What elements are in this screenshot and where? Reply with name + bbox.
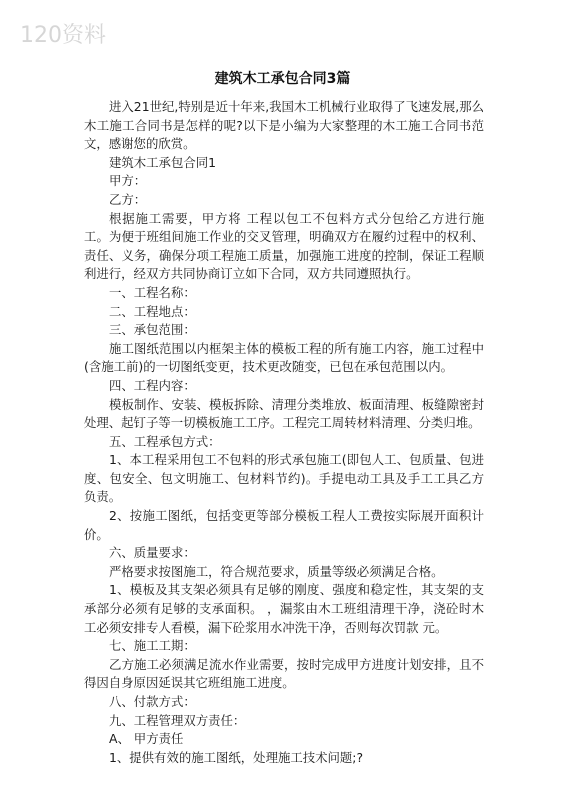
method-item-2: 2、按施工图纸，包括变更等部分模板工程人工费按实际展开面积计价。 bbox=[84, 508, 484, 542]
scope-paragraph: 施工图纸范围以内框架主体的模板工程的所有施工内容，施工过程中(含施工前)的一切图纸变更，技术更改随变，已包在承包范围以内。 bbox=[84, 340, 484, 375]
document-body bbox=[84, 98, 484, 767]
section-project-location: 二、工程地点： bbox=[109, 303, 196, 319]
section-content: 四、工程内容： bbox=[109, 377, 196, 393]
section-project-name: 一、工程名称： bbox=[109, 284, 196, 300]
section-method: 五、工程承包方式： bbox=[109, 433, 221, 449]
intro-paragraph: 进入21世纪,特别是近十年来,我国木工机械行业取得了飞速发展,那么木工施工合同书是怎样的呢?以下是小编为大家整理的木工施工合同书范文，感谢您的欣赏。 bbox=[84, 99, 484, 152]
schedule-paragraph: 乙方施工必须满足流水作业需要，按时完成甲方进度计划安排，且不得因自身原因延误其它班组施工进度。 bbox=[84, 656, 484, 691]
method-item-1: 1、本工程采用包工不包料的形式承包施工(即包人工、包质量、包进度、包安全、包文明施工、包材料节约)。手提电动工具及手工工具乙方负责。 bbox=[84, 452, 484, 505]
section-quality: 六、质量要求： bbox=[109, 545, 196, 561]
watermark-logo: 120资料 bbox=[20, 23, 106, 48]
party-a-label: 甲方： bbox=[109, 173, 147, 189]
section-responsibilities: 九、工程管理双方责任： bbox=[109, 712, 246, 728]
content-paragraph: 模板制作、安装、模板拆除、清理分类堆放、板面清理、板缝隙密封处理、起钉子等一切模板施工工序。工程完工周转材料清理、分类归堆。 bbox=[84, 396, 484, 431]
section-schedule: 七、施工工期： bbox=[109, 638, 196, 654]
document-title: 建筑木工承包合同3篇 bbox=[214, 71, 351, 87]
party-b-label: 乙方： bbox=[109, 191, 147, 207]
section-payment: 八、付款方式： bbox=[109, 694, 196, 709]
party-a-responsibility: A、 甲方责任 bbox=[109, 731, 184, 747]
responsibility-item-1: 1、提供有效的施工图纸，处理施工技术问题;? bbox=[109, 749, 364, 765]
quality-item-1: 1、模板及其支架必须具有足够的刚度、强度和稳定性，其支架的支承部分必须有足够的支承面积。 ，漏浆由木工班组清理干净，浇砼时木工必须安排专人看模，漏下砼浆用水冲洗干净，否则每次罚款 元。 bbox=[84, 582, 484, 635]
contract-heading: 建筑木工承包合同1 bbox=[109, 154, 217, 170]
preamble-paragraph: 根据施工需要，甲方将 工程以包工不包料方式分包给乙方进行施工。为便于班组间施工作业的交叉管理，明确双方在履约过程中的权利、责任、义务，确保分项工程施工质量，加强施工进度的控制，保证工程顺利进行，经双方共同协商订立如下合同，双方共同遵照执行。 bbox=[84, 210, 484, 282]
section-scope: 三、承包范围： bbox=[109, 322, 196, 338]
quality-paragraph: 严格要求按图施工，符合规范要求，质量等级必须满足合格。 bbox=[109, 563, 444, 579]
